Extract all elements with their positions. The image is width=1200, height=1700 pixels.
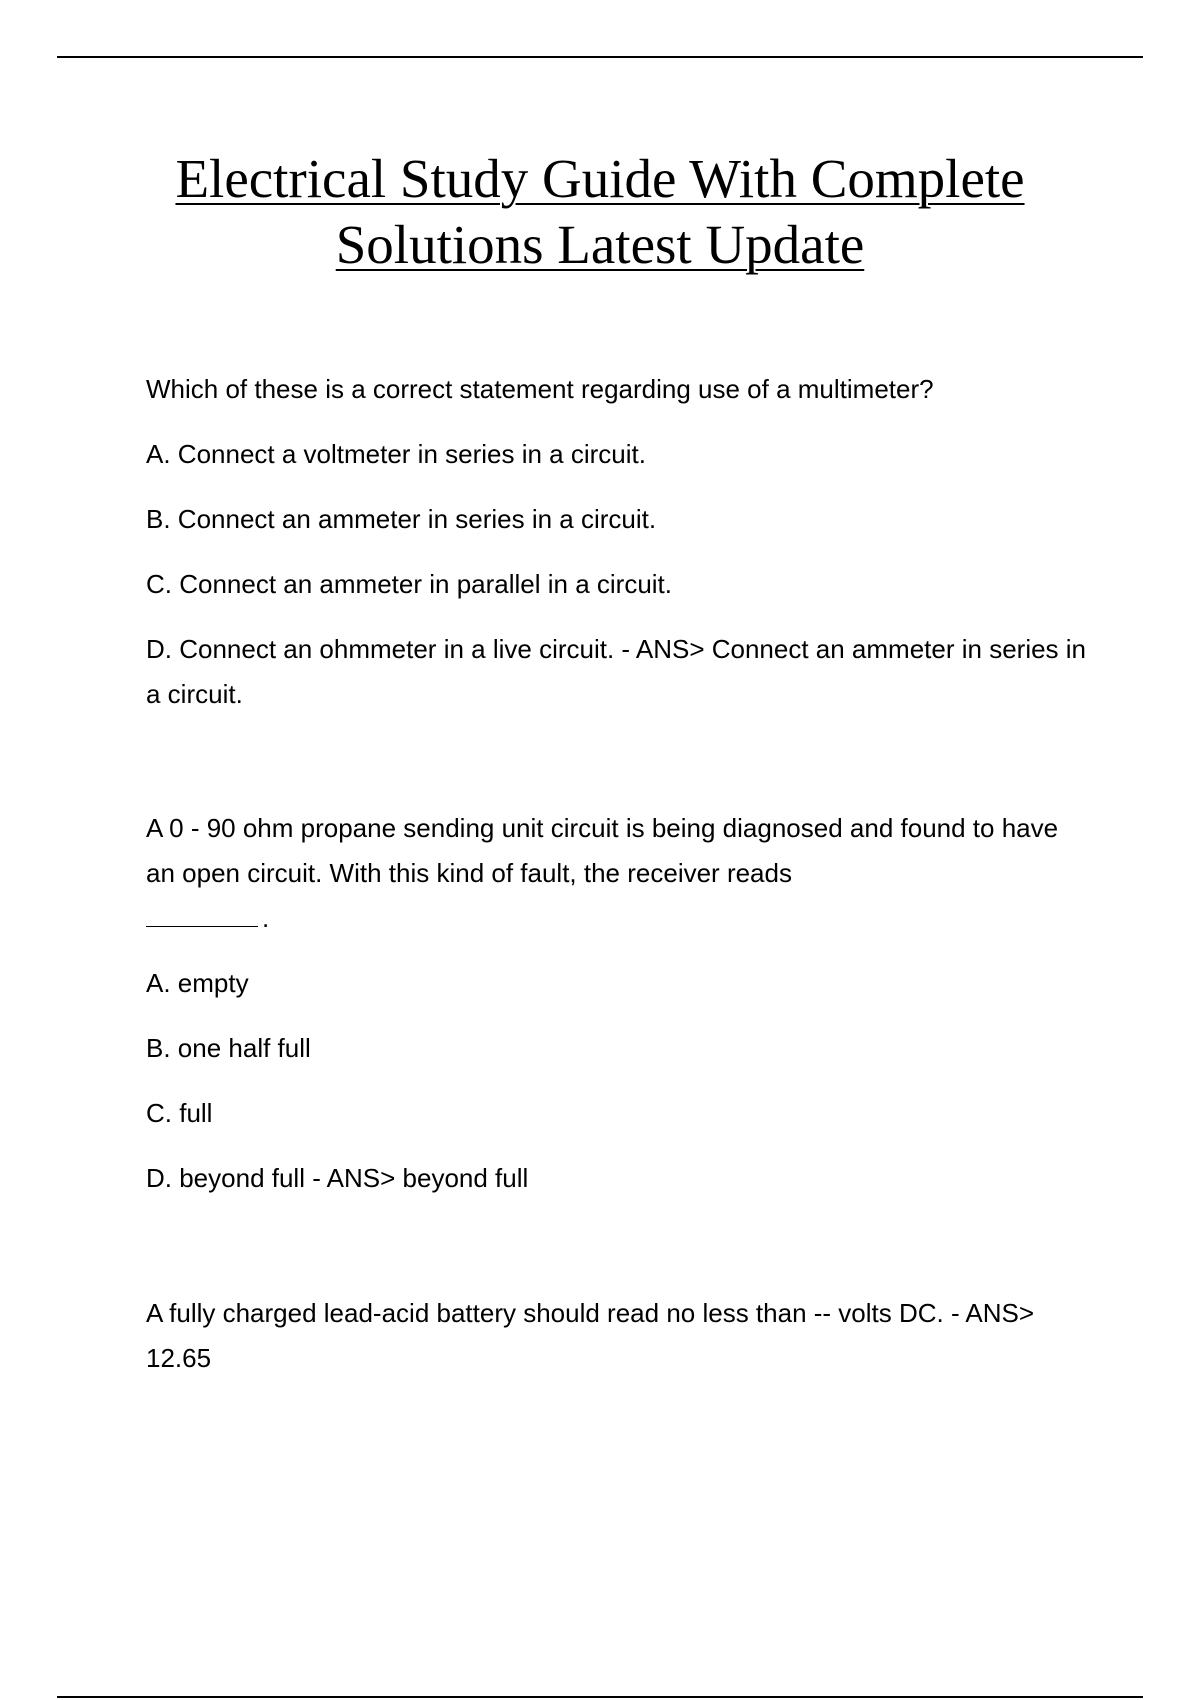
answer-option-b: B. one half full: [146, 1033, 311, 1063]
answer-option-c: C. full: [146, 1098, 213, 1128]
question-stem: A 0 - 90 ohm propane sending unit circuit is being diagnosed and found to have an open circuit. With this kind of fault, the receiver reads: [146, 813, 1059, 888]
header-rule: [57, 56, 1143, 58]
answer-option-c: C. Connect an ammeter in parallel in a circuit.: [146, 569, 673, 599]
answer-option-d: D. beyond full - ANS> beyond full: [146, 1163, 529, 1193]
answer-option-a: A. Connect a voltmeter in series in a circuit.: [146, 439, 646, 469]
answer-option-a: A. empty: [146, 968, 249, 998]
blank-suffix: .: [262, 903, 270, 933]
title-line-2: Solutions Latest Update: [335, 214, 865, 275]
answer-option-d: D. Connect an ohmmeter in a live circuit. - ANS> Connect an ammeter in series in a circuit.: [146, 634, 1087, 709]
answer-blank-line: [146, 896, 1086, 941]
question-stem: Which of these is a correct statement regarding use of a multimeter?: [146, 374, 934, 404]
page-title: [120, 146, 1080, 278]
title-line-1: Electrical Study Guide With Complete: [175, 148, 1025, 209]
question-1: [146, 367, 1086, 717]
footer-rule: [57, 1696, 1143, 1698]
question-stem: A fully charged lead-acid battery should read no less than -- volts DC. - ANS> 12.65: [146, 1298, 1035, 1373]
fill-in-blank: [146, 900, 258, 927]
question-2: [146, 806, 1086, 1201]
question-3: [146, 1291, 1086, 1381]
answer-option-b: B. Connect an ammeter in series in a circuit.: [146, 504, 657, 534]
